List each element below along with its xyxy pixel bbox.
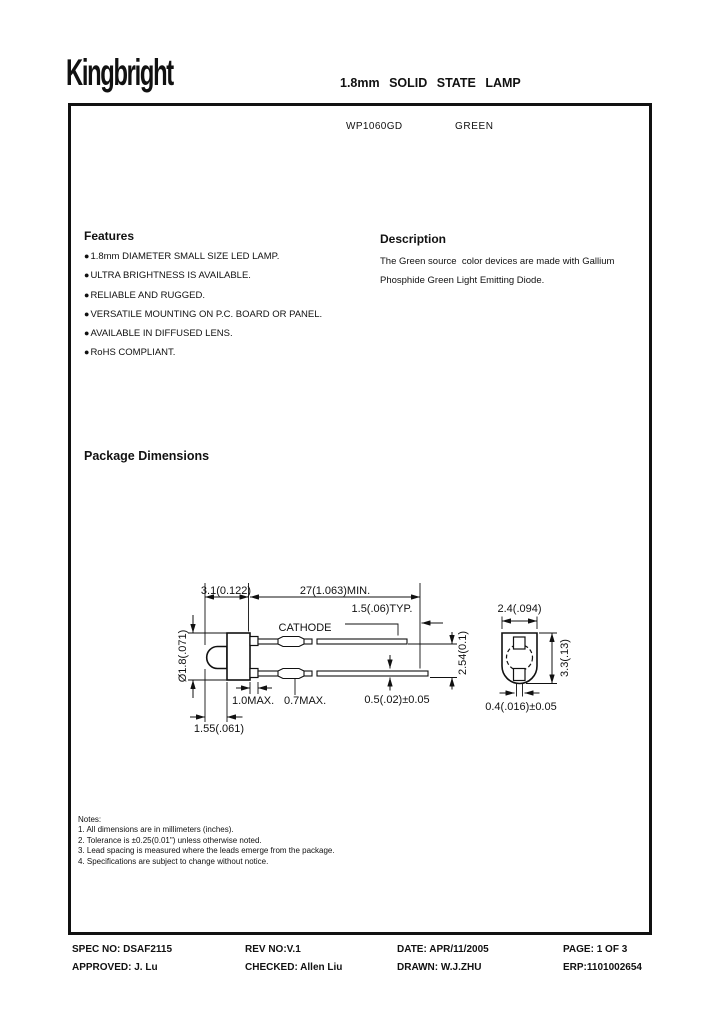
bullet-icon: ● <box>84 328 90 339</box>
dim-label-dia-1-8: Ø1.8(.071) <box>177 629 189 683</box>
lead-tab <box>250 669 258 678</box>
bullet-icon: ● <box>84 289 90 300</box>
dim-label-3-3: 3.3(.13) <box>559 639 571 677</box>
note-item: 4. Specifications are subject to change without notice. <box>78 856 269 866</box>
lead-cross-section <box>514 637 526 649</box>
description-line: The Green source color devices are made with Gallium <box>380 256 615 267</box>
content-border-box <box>68 103 652 935</box>
lead-crimp <box>278 669 304 679</box>
note-item: 3. Lead spacing is measured where the leads emerge from the package. <box>78 846 335 856</box>
led-dome <box>207 647 227 669</box>
dim-label-1-0max: 1.0MAX. <box>232 695 275 707</box>
feature-text: VERSATILE MOUNTING ON P.C. BOARD OR PANEL. <box>90 308 323 320</box>
package-drawing <box>160 575 600 750</box>
description-line: Phosphide Green Light Emitting Diode. <box>380 274 545 286</box>
color-name: GREEN <box>455 121 494 132</box>
feature-item <box>84 305 322 324</box>
feature-text: RoHS COMPLIANT. <box>90 347 176 359</box>
feature-item <box>84 343 322 362</box>
led-front-view <box>502 633 537 684</box>
note-item: 2. Tolerance is ±0.25(0.01") unless otherwise noted. <box>78 835 262 845</box>
bullet-icon: ● <box>84 347 90 358</box>
anode-lead <box>317 671 428 676</box>
dim-label-2-4: 2.4(.094) <box>497 603 542 615</box>
dim-label-27: 27(1.063)MIN. <box>299 585 371 597</box>
bullet-icon: ● <box>84 270 90 281</box>
feature-text: 1.8mm DIAMETER SMALL SIZE LED LAMP. <box>90 251 280 262</box>
feature-text: AVAILABLE IN DIFFUSED LENS. <box>90 328 233 340</box>
feature-item <box>84 286 322 305</box>
feature-item <box>84 324 322 343</box>
feature-text: RELIABLE AND RUGGED. <box>90 289 205 301</box>
led-body <box>227 633 250 680</box>
description-text <box>380 253 614 290</box>
note-item: 1. All dimensions are in millimeters (inches). <box>78 825 234 835</box>
footer-checked: CHECKED: Allen Liu <box>245 962 343 973</box>
led-side-view <box>207 633 428 680</box>
feature-text: ULTRA BRIGHTNESS IS AVAILABLE. <box>90 270 251 282</box>
dim-label-1-55: 1.55(.061) <box>193 723 245 735</box>
features-list <box>84 247 322 363</box>
dim-label-0-7max: 0.7MAX. <box>284 695 327 707</box>
document-title: 1.8mm SOLID STATE LAMP <box>340 76 521 90</box>
lead-crimp <box>278 637 304 647</box>
features-heading: Features <box>84 229 135 243</box>
package-dimensions-heading: Package Dimensions <box>84 449 210 463</box>
notes-section <box>78 815 335 867</box>
dim-label-0-5: 0.5(.02)±0.05 <box>364 694 430 706</box>
footer-rev-no: REV NO:V.1 <box>245 944 301 955</box>
bullet-icon: ● <box>84 308 90 319</box>
footer-drawn: DRAWN: W.J.ZHU <box>397 962 482 973</box>
dim-label-1-5: 1.5(.06)TYP. <box>351 603 413 615</box>
dim-label-2-54: 2.54(0.1) <box>457 630 469 676</box>
lead-cross-section <box>514 669 526 681</box>
dim-label-0-4: 0.4(.016)±0.05 <box>485 701 557 713</box>
description-heading: Description <box>380 232 447 246</box>
bullet-icon: ● <box>84 251 90 261</box>
cathode-lead <box>317 639 407 644</box>
dim-label-3-1: 3.1(0.122) <box>200 585 252 597</box>
footer-page: PAGE: 1 OF 3 <box>563 944 628 955</box>
footer-date: DATE: APR/11/2005 <box>397 944 489 955</box>
lead-tab <box>250 637 258 646</box>
footer-spec-no: SPEC NO: DSAF2115 <box>72 944 173 955</box>
footer-erp: ERP:1101002654 <box>563 962 642 973</box>
feature-item <box>84 266 322 285</box>
brand-logo: Kingbright <box>66 52 173 93</box>
cathode-label: CATHODE <box>278 622 332 634</box>
feature-item <box>84 247 322 266</box>
part-number: WP1060GD <box>346 121 403 132</box>
notes-heading: Notes: <box>78 815 102 824</box>
footer-approved: APPROVED: J. Lu <box>72 962 158 973</box>
